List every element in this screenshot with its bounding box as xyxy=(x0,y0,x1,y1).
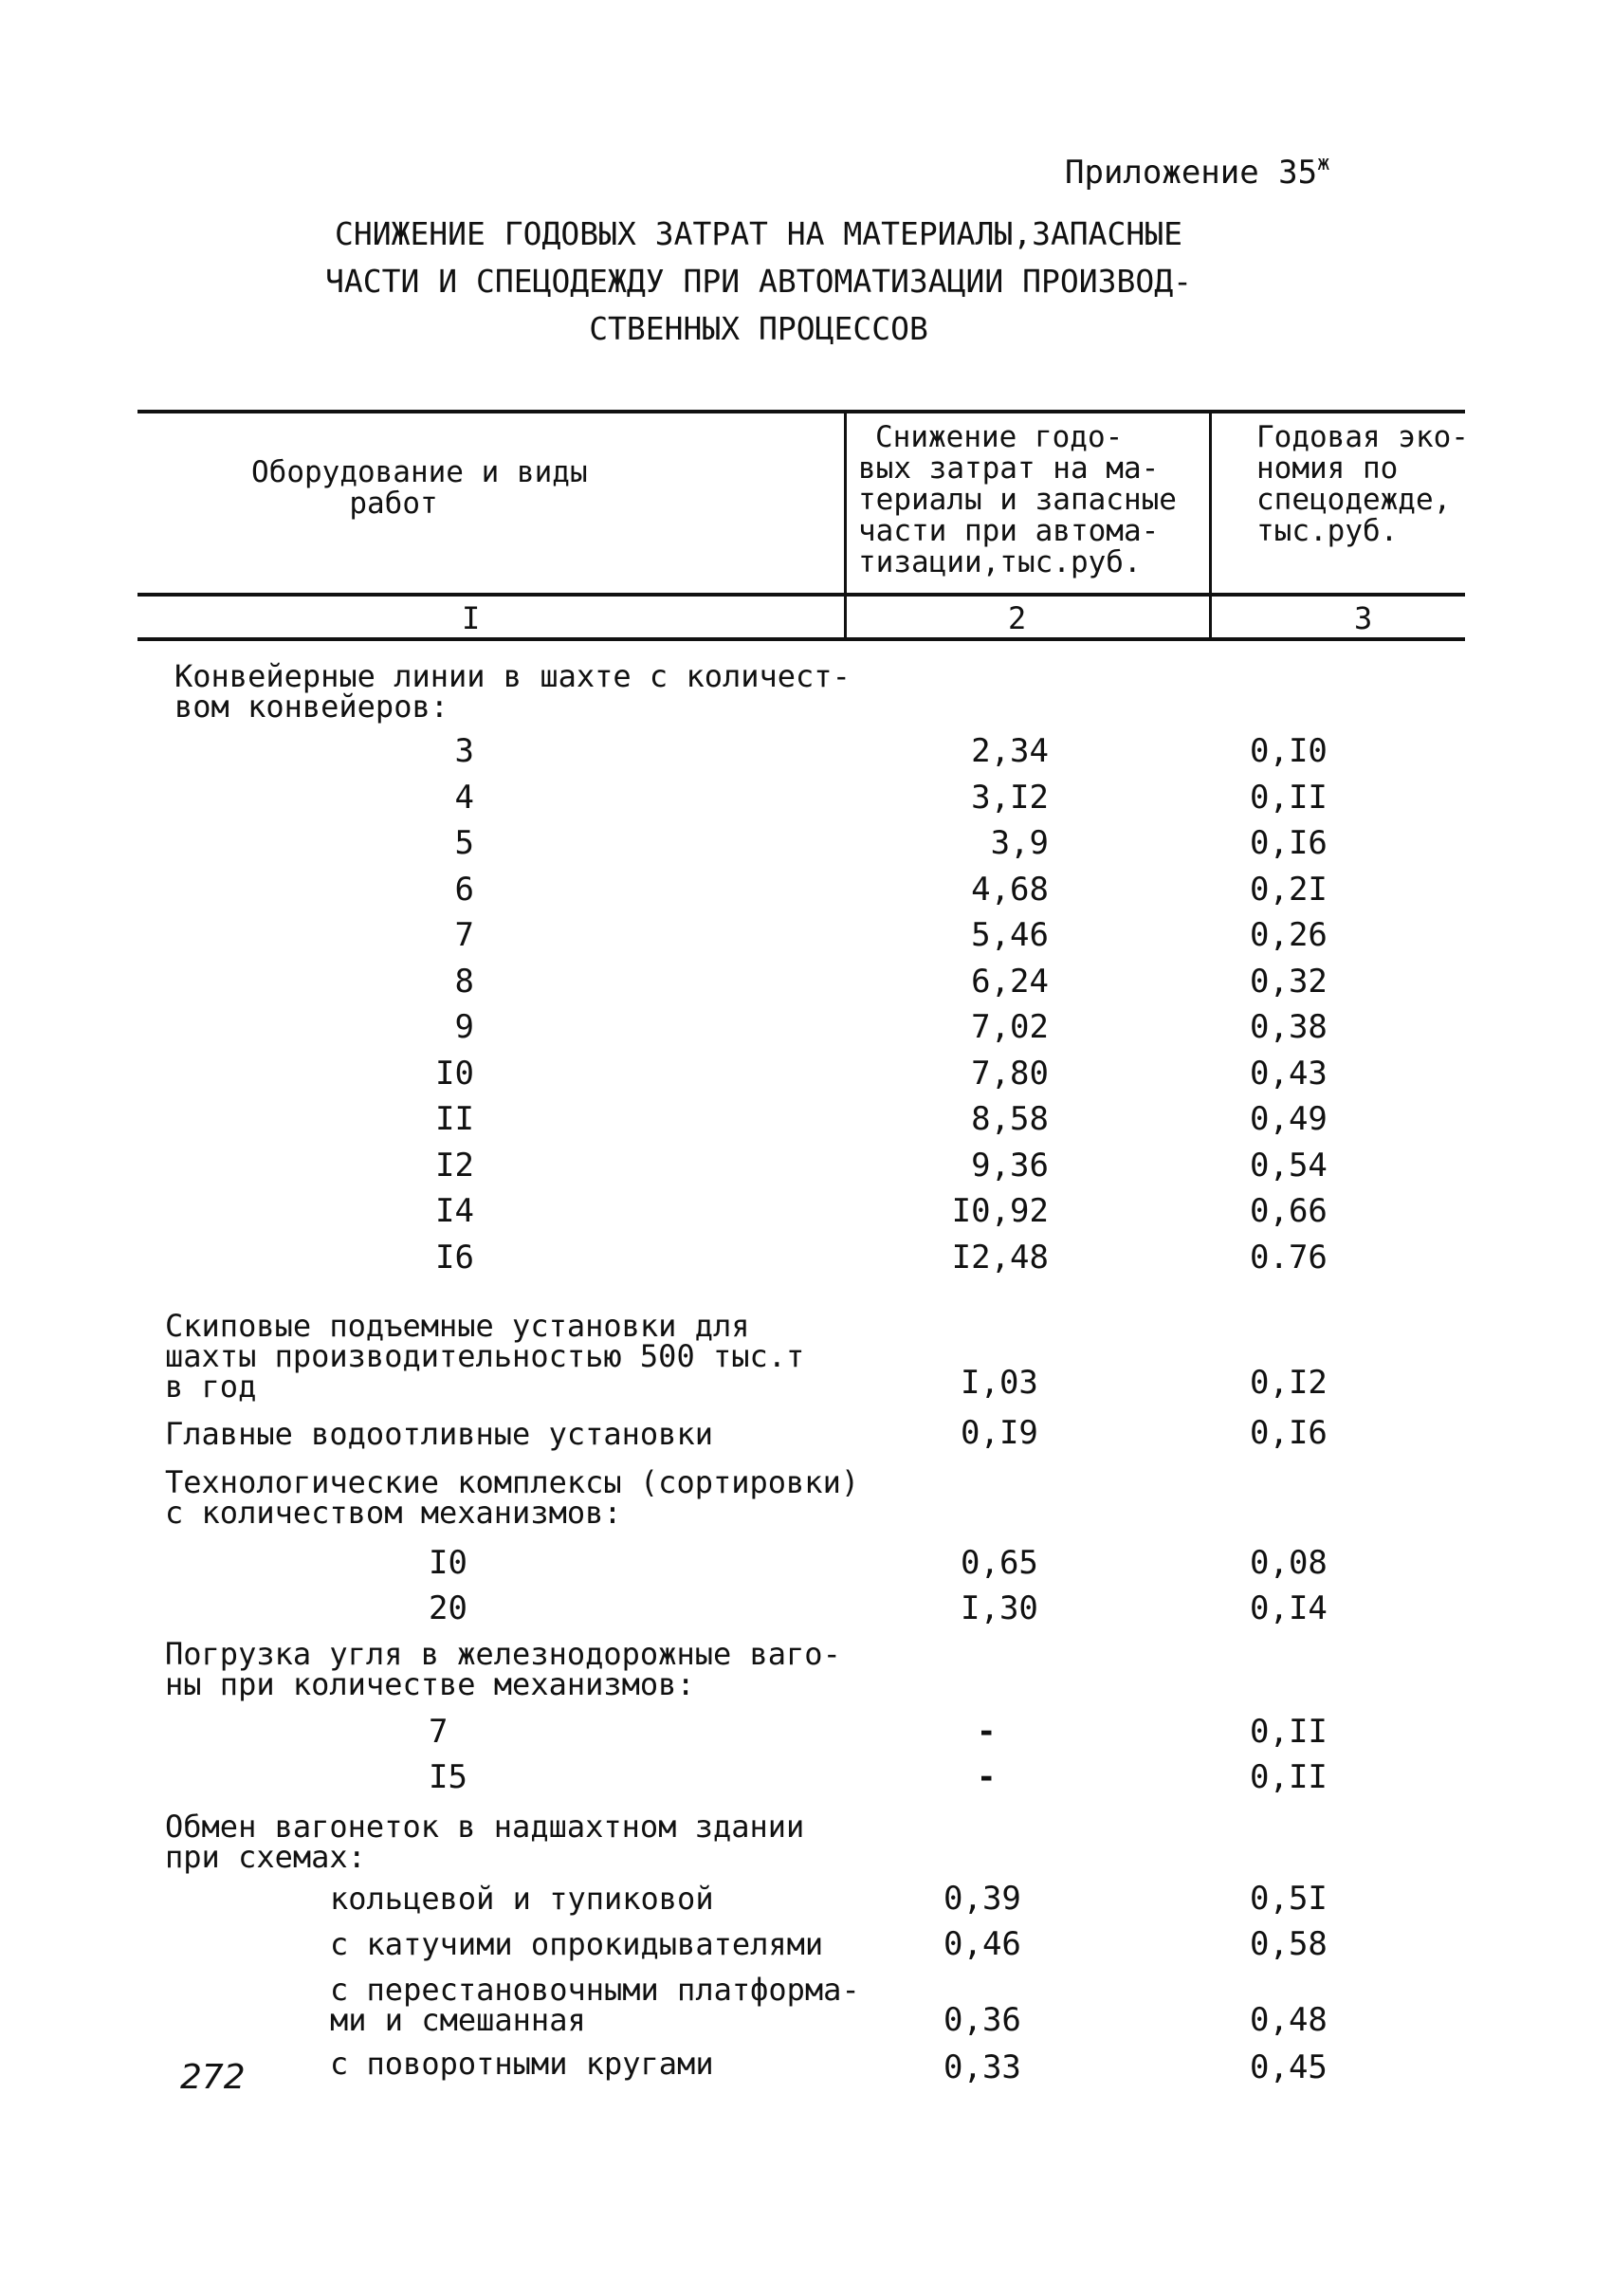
mechanism-count: I0 xyxy=(429,1544,467,1582)
document-title xyxy=(284,211,1233,353)
scheme-label xyxy=(330,2046,714,2082)
coal-loading-col2: - xyxy=(977,1713,997,1751)
page-number: 272 xyxy=(180,2058,246,2097)
header-col-1: Оборудование и виды работ xyxy=(251,455,588,521)
column-number-2: 2 xyxy=(1008,600,1027,636)
complexes-col2: 0,65 xyxy=(961,1544,1038,1582)
conveyor-col3: 0,54 xyxy=(1250,1146,1328,1185)
conveyor-col2: 2,34 xyxy=(971,732,1049,770)
scheme-label-line: кольцевой и тупиковой xyxy=(330,1881,714,1917)
conveyor-count: I0 xyxy=(435,1054,474,1093)
mechanism-count: 7 xyxy=(429,1713,449,1751)
conveyor-col2: 9,36 xyxy=(971,1146,1049,1185)
scheme-label-line: с катучими опрокидывателями xyxy=(330,1926,824,1962)
skip-hoists-col2: I,03 xyxy=(961,1364,1038,1402)
conveyor-count: 9 xyxy=(454,1008,474,1046)
conveyor-count: 7 xyxy=(454,916,474,954)
section-label-complexes: Технологические комплексы (сортировки) с количеством механизмов: xyxy=(165,1464,860,1531)
table-top-rule xyxy=(137,410,1465,413)
conveyor-col2: 5,46 xyxy=(971,916,1049,954)
coal-loading-col2: - xyxy=(977,1758,997,1796)
section-label-conveyors: Конвейерные линии в шахте с количест- вом конвейеров: xyxy=(174,658,851,725)
title-line: ЧАСТИ И СПЕЦОДЕЖДУ ПРИ АВТОМАТИЗАЦИИ ПРОИЗВОД- xyxy=(325,263,1192,300)
complexes-col3: 0,I4 xyxy=(1250,1589,1328,1627)
conveyor-col3: 0,32 xyxy=(1250,962,1328,1001)
conveyor-col2: 7,02 xyxy=(971,1008,1049,1046)
tub-exchange-col2: 0,33 xyxy=(943,2048,1021,2086)
scheme-label xyxy=(330,1881,714,1917)
conveyor-col2: I2,48 xyxy=(951,1238,1049,1277)
column-divider-2 xyxy=(1209,413,1212,639)
column-number-1: I xyxy=(462,600,481,636)
complexes-col3: 0,08 xyxy=(1250,1544,1328,1582)
tub-exchange-col2: 0,36 xyxy=(943,2001,1021,2039)
conveyor-col2: 7,80 xyxy=(971,1054,1049,1093)
scheme-label-line: ми и смешанная xyxy=(330,2002,586,2038)
appendix-superscript: ж xyxy=(1317,152,1330,175)
conveyor-col3: 0,66 xyxy=(1250,1192,1328,1230)
conveyor-col3: 0,I6 xyxy=(1250,824,1328,862)
conveyor-col2: 3,9 xyxy=(990,824,1049,862)
conveyor-col2: I0,92 xyxy=(951,1192,1049,1230)
title-line: СНИЖЕНИЕ ГОДОВЫХ ЗАТРАТ НА МАТЕРИАЛЫ,ЗАПАСНЫЕ xyxy=(334,215,1183,252)
conveyor-col2: 3,I2 xyxy=(971,778,1049,817)
conveyor-count: 3 xyxy=(454,732,474,770)
column-divider-1 xyxy=(844,413,847,639)
coal-loading-col3: 0,II xyxy=(1250,1713,1328,1751)
complexes-col2: I,30 xyxy=(961,1589,1038,1627)
header-bottom-rule xyxy=(137,593,1465,597)
appendix-label: Приложение $35^ж$ xyxy=(1065,152,1330,192)
conveyor-count: I4 xyxy=(435,1192,474,1230)
drainage-col2: 0,I9 xyxy=(961,1414,1038,1452)
scheme-label-line: с поворотными кругами xyxy=(330,2046,714,2082)
tub-exchange-col3: 0,5I xyxy=(1250,1880,1328,1918)
conveyor-col3: 0,II xyxy=(1250,778,1328,817)
column-number-3: 3 xyxy=(1354,600,1373,636)
tub-exchange-col3: 0,45 xyxy=(1250,2048,1328,2086)
section-label-tub-exchange: Обмен вагонеток в надшахтном здании при схемах: xyxy=(165,1809,805,1875)
tub-exchange-col3: 0,48 xyxy=(1250,2001,1328,2039)
conveyor-col3: 0,26 xyxy=(1250,916,1328,954)
conveyor-count: I2 xyxy=(435,1146,474,1185)
tub-exchange-col2: 0,46 xyxy=(943,1925,1021,1963)
scheme-label xyxy=(330,1972,860,2038)
conveyor-count: 5 xyxy=(454,824,474,862)
conveyor-col2: 6,24 xyxy=(971,962,1049,1001)
conveyor-col3: 0,I0 xyxy=(1250,732,1328,770)
section-label-coal-loading: Погрузка угля в железнодорожные ваго- ны при количестве механизмов: xyxy=(165,1636,841,1702)
scheme-label xyxy=(330,1926,824,1962)
tub-exchange-col3: 0,58 xyxy=(1250,1925,1328,1963)
header-col-2: Снижение годо- вых затрат на ма- териалы и запасные части при автома- тизации,тыс.руб. xyxy=(858,420,1177,579)
column-number-rule xyxy=(137,637,1465,641)
drainage-col3: 0,I6 xyxy=(1250,1414,1328,1452)
conveyor-col3: 0,38 xyxy=(1250,1008,1328,1046)
conveyor-count: II xyxy=(435,1100,474,1138)
section-label-drainage: Главные водоотливные установки xyxy=(165,1416,713,1452)
coal-loading-col3: 0,II xyxy=(1250,1758,1328,1796)
mechanism-count: I5 xyxy=(429,1758,467,1796)
conveyor-col3: 0.76 xyxy=(1250,1238,1328,1277)
scheme-label-line: с перестановочными платформа- xyxy=(330,1972,860,2008)
header-col-3: Годовая эко- номия по спецодежде, тыс.руб. xyxy=(1256,420,1469,548)
mechanism-count: 20 xyxy=(429,1589,467,1627)
conveyor-count: 8 xyxy=(454,962,474,1001)
conveyor-count: 4 xyxy=(454,778,474,817)
conveyor-col3: 0,43 xyxy=(1250,1054,1328,1093)
conveyor-col3: 0,2I xyxy=(1250,870,1328,909)
skip-hoists-col3: 0,I2 xyxy=(1250,1364,1328,1402)
conveyor-count: I6 xyxy=(435,1238,474,1277)
conveyor-count: 6 xyxy=(454,870,474,909)
title-line: СТВЕННЫХ ПРОЦЕССОВ xyxy=(589,310,928,347)
conveyor-col3: 0,49 xyxy=(1250,1100,1328,1138)
conveyor-col2: 8,58 xyxy=(971,1100,1049,1138)
section-label-skip-hoists: Скиповые подъемные установки для шахты производительностью 500 тыс.т в год xyxy=(165,1308,805,1405)
conveyor-col2: 4,68 xyxy=(971,870,1049,909)
tub-exchange-col2: 0,39 xyxy=(943,1880,1021,1918)
